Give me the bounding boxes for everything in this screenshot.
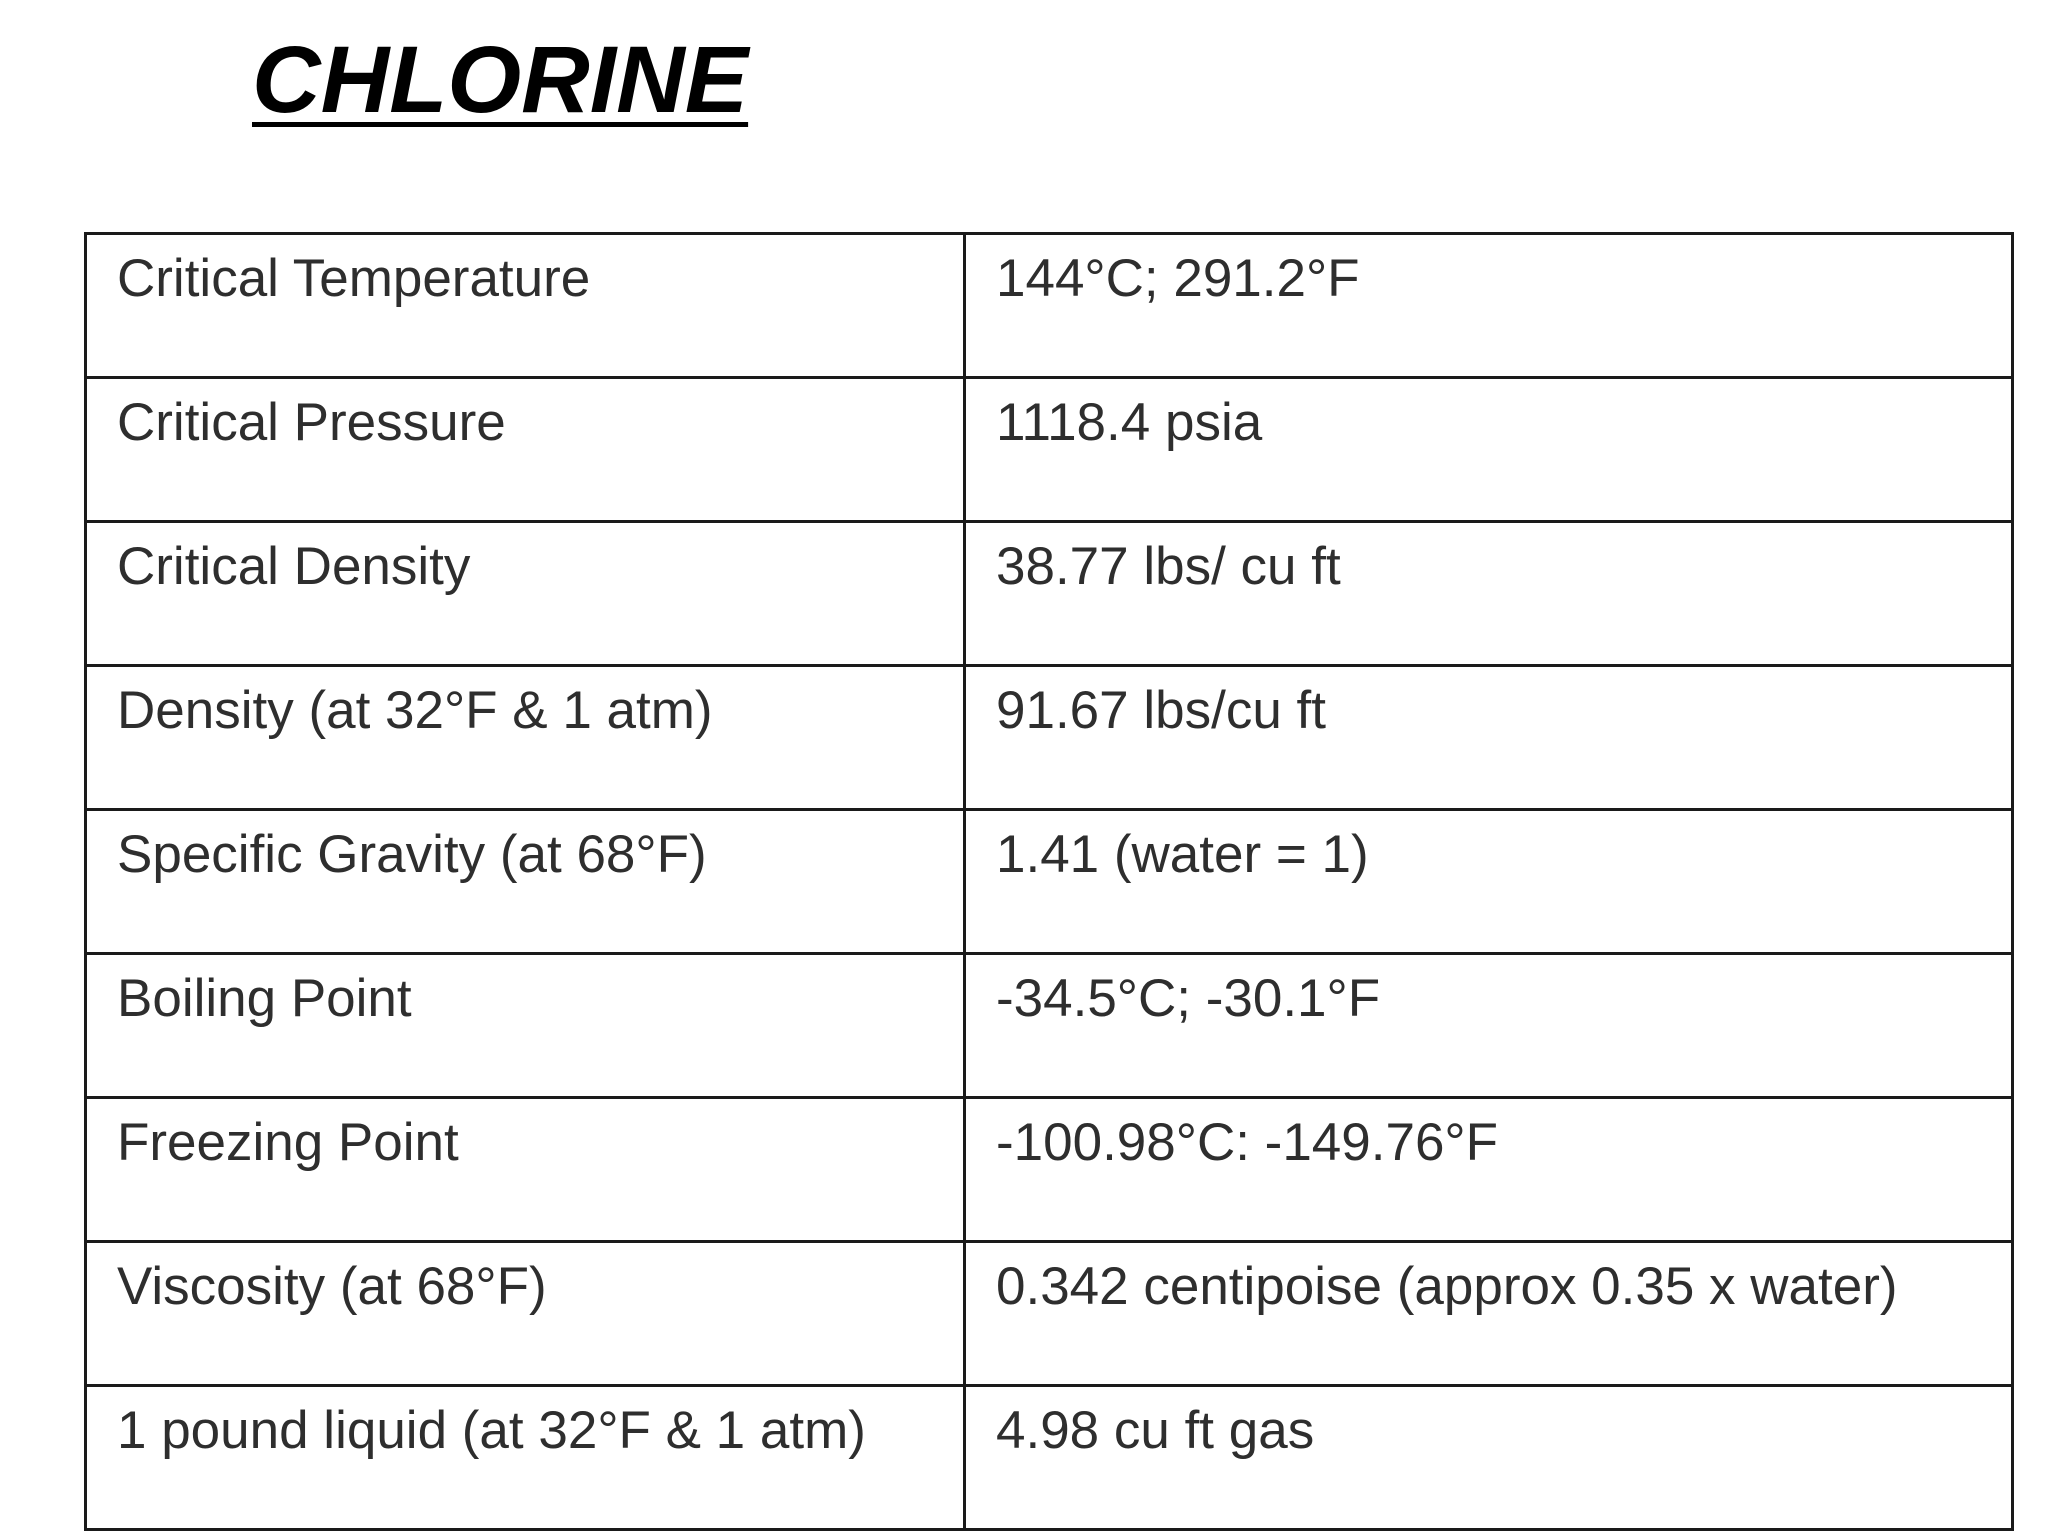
page-title: CHLORINE	[252, 27, 749, 133]
table-row	[86, 1386, 2013, 1530]
table-row	[86, 954, 2013, 1098]
properties-table-body	[86, 234, 2013, 1530]
property-cell: Critical Temperature	[86, 234, 965, 378]
value-cell: 91.67 lbs/cu ft	[965, 666, 2013, 810]
value-cell: -34.5°C; -30.1°F	[965, 954, 2013, 1098]
value-cell: 0.342 centipoise (approx 0.35 x water)	[965, 1242, 2013, 1386]
table-row	[86, 378, 2013, 522]
value-cell: 38.77 lbs/ cu ft	[965, 522, 2013, 666]
table-row	[86, 1098, 2013, 1242]
table-row	[86, 522, 2013, 666]
table-row	[86, 1242, 2013, 1386]
properties-table	[84, 232, 2014, 1531]
value-cell: 1.41 (water = 1)	[965, 810, 2013, 954]
table-row	[86, 666, 2013, 810]
property-cell: Freezing Point	[86, 1098, 965, 1242]
value-cell: 4.98 cu ft gas	[965, 1386, 2013, 1530]
property-cell: Boiling Point	[86, 954, 965, 1098]
property-cell: Critical Density	[86, 522, 965, 666]
value-cell: 144°C; 291.2°F	[965, 234, 2013, 378]
table-row	[86, 234, 2013, 378]
property-cell: Viscosity (at 68°F)	[86, 1242, 965, 1386]
property-cell: Density (at 32°F & 1 atm)	[86, 666, 965, 810]
property-cell: Critical Pressure	[86, 378, 965, 522]
value-cell: -100.98°C: -149.76°F	[965, 1098, 2013, 1242]
value-cell: 1118.4 psia	[965, 378, 2013, 522]
property-cell: 1 pound liquid (at 32°F & 1 atm)	[86, 1386, 965, 1530]
table-row	[86, 810, 2013, 954]
property-cell: Specific Gravity (at 68°F)	[86, 810, 965, 954]
